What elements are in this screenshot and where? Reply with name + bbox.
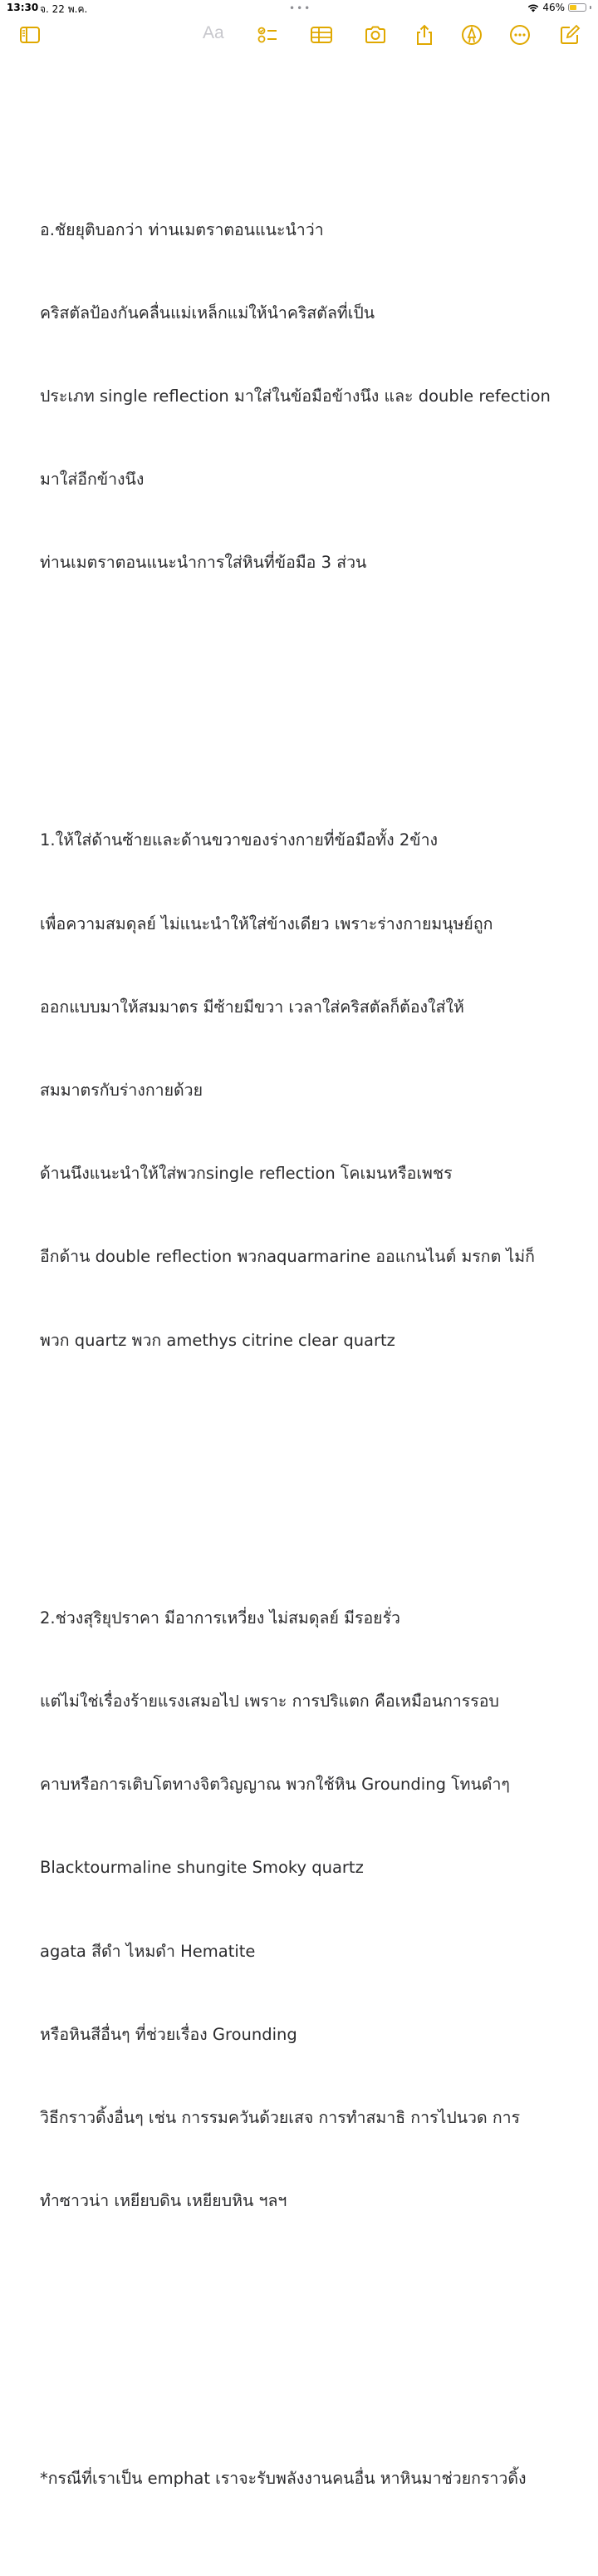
wifi-icon	[527, 3, 539, 12]
checklist-button[interactable]	[254, 22, 281, 48]
note-paragraph	[40, 771, 580, 1410]
blank-line	[40, 687, 580, 715]
note-line: Blacktourmaline shungite Smoky quartz	[40, 1858, 364, 1878]
note-line: เพื่อความสมดุลย์ ไม่แนะนำให้ใส่ข้างเดียว เพราะร่างกายมนุษย์ถูก	[40, 914, 493, 933]
note-line: ประเภท single reflection มาใส่ในข้อมือข้างนึง และ double refection	[40, 387, 551, 406]
note-paragraph	[40, 1549, 580, 2270]
battery-percent: 46%	[542, 2, 565, 13]
note-line: พวก quartz พวก amethys citrine clear quartz	[40, 1330, 395, 1350]
markup-button[interactable]	[458, 22, 485, 48]
note-line: วิธีกราวดิ้งอื่นๆ เช่น การรมควันด้วยเสจ การทำสมาธิ การไปนวด การ	[40, 2107, 521, 2127]
note-line: อ.ชัยยุติบอกว่า ท่านเมตราตอนแนะนำว่า	[40, 219, 324, 239]
checklist-icon	[256, 23, 279, 47]
note-line: 1.ให้ใส่ด้านซ้ายและด้านขวาของร่างกายที่ข้อมือทั้ง 2ข้าง	[40, 830, 439, 850]
note-line: คริสตัลป้องกันคลื่นแม่เหล็กแม่ให้นำคริสตัลที่เป็น	[40, 303, 375, 323]
note-line: อีกด้าน double reflection พวกaquarmarine ออแกนไนต์ มรกต ไม่ก็	[40, 1247, 535, 1267]
note-paragraph	[40, 2409, 580, 2548]
note-line: สมมาตรกับร่างกายด้วย	[40, 1081, 203, 1101]
note-line: agata สีดำ ไหมดำ Hematite	[40, 1941, 256, 1961]
camera-icon	[364, 23, 387, 47]
battery-icon	[568, 3, 586, 12]
note-line: มาใส่อีกข้างนึง	[40, 470, 145, 490]
note-body[interactable]	[40, 105, 580, 2576]
note-line: คาบหรือการเติบโตทางจิตวิญญาณ พวกใช้หิน Grounding โทนดำๆ	[40, 1775, 510, 1795]
table-button[interactable]	[308, 22, 335, 48]
note-line: 2.ช่วงสุริยุปราคา มีอาการเหวี่ยง ไม่สมดุลย์ มีรอยรั่ว	[40, 1608, 401, 1628]
share-icon	[413, 23, 436, 47]
more-button[interactable]	[507, 22, 533, 48]
notes-toolbar	[0, 18, 598, 52]
more-icon	[508, 23, 532, 47]
status-time: 13:30	[7, 2, 39, 13]
note-line: ท่านเมตราตอนแนะนำการใส่หินที่ข้อมือ 3 ส่วน	[40, 553, 367, 573]
markup-pen-icon	[460, 23, 483, 47]
blank-line	[40, 1465, 580, 1493]
status-bar	[0, 0, 598, 17]
note-line: หรือหินสีอื่นๆ ที่ช่วยเรื่อง Grounding	[40, 2024, 297, 2044]
multitasking-dots[interactable]: •••	[289, 2, 312, 14]
sidebar-button[interactable]	[17, 22, 43, 48]
note-line: ทำซาวน่า เหยียบดิน เหยียบหิน ฯลฯ	[40, 2191, 287, 2211]
format-text-button[interactable]: Aa	[203, 23, 224, 42]
table-icon	[310, 23, 333, 47]
status-date: จ. 22 พ.ค.	[40, 3, 88, 15]
sidebar-icon	[18, 23, 42, 47]
note-line: แต่ไม่ใช่เรื่องร้ายแรงเสมอไป เพราะ การปริแตก คือเหมือนการรอบ	[40, 1691, 499, 1711]
share-button[interactable]	[411, 22, 438, 48]
note-line: ออกแบบมาให้สมมาตร มีซ้ายมีขวา เวลาใส่คริสตัลก็ต้องใส่ให้	[40, 997, 464, 1017]
note-line: ด้านนึงแนะนำให้ใส่พวกsingle reflection โคเมนหรือเพชร	[40, 1164, 453, 1184]
note-paragraph	[40, 160, 580, 633]
note-line: *กรณีที่เราเป็น emphat เราจะรับพลังงานคนอื่น หาหินมาช่วยกราวดิ้ง	[40, 2469, 527, 2489]
compose-icon	[558, 23, 581, 47]
status-right	[527, 2, 591, 13]
blank-line	[40, 2326, 580, 2353]
battery-level	[570, 5, 576, 10]
battery-tip	[590, 6, 591, 9]
compose-button[interactable]	[556, 22, 583, 48]
camera-button[interactable]	[362, 22, 389, 48]
